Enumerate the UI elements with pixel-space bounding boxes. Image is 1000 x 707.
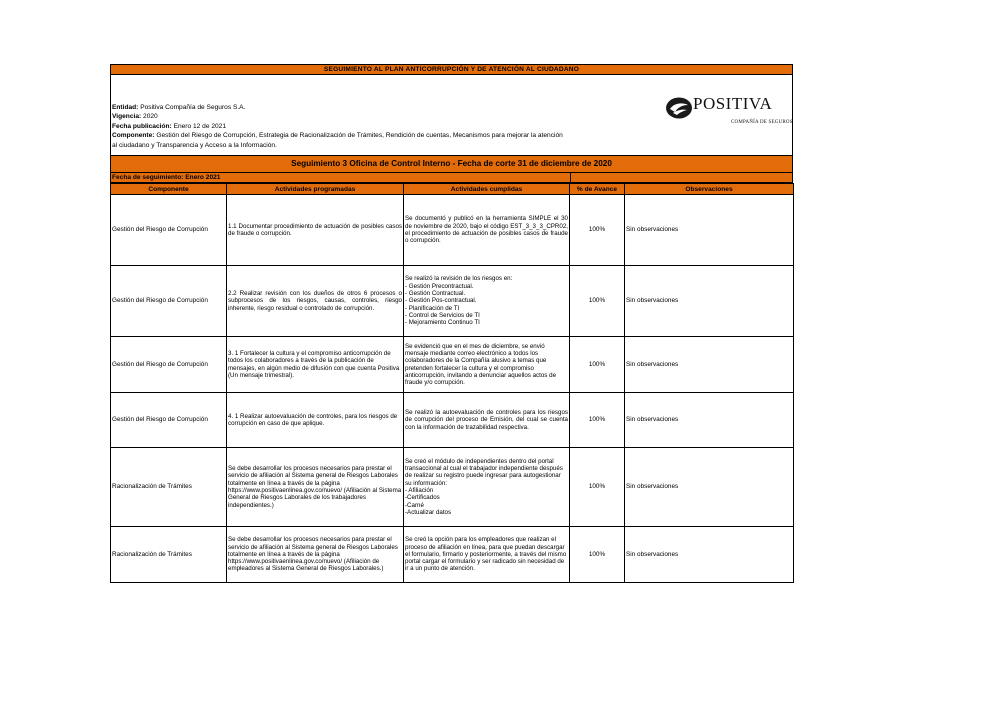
cell-observaciones: Sin observaciones — [625, 337, 794, 393]
cell-componente: Gestión del Riesgo de Corrupción — [111, 393, 227, 448]
col-observaciones: Observaciones — [625, 184, 794, 195]
vigencia-label: Vigencia: — [112, 113, 142, 121]
col-avance: % de Avance — [570, 184, 625, 195]
table-row — [111, 266, 794, 337]
vigencia-value: 2020 — [143, 113, 158, 121]
cell-cumplidas: Se evidenció que en el mes de diciembre, se envió mensaje mediante correo electrónico a todos los colaboradores de la Compañía alusivo a temas que pretenden fortalecer la cultura y el compromiso anticorrupción, invitando a denunciar aquellos actos de fraude y/o corrupción. — [404, 337, 570, 393]
cell-componente: Racionalización de Trámites — [111, 527, 227, 583]
cell-programadas: 2.2 Realizar revisión con los dueños de otros 6 procesos o subprocesos de los riesgos, causas, controles, riesgo inherente, riesgo residual o controlado de corrupción. — [227, 266, 404, 337]
follow-up-text: Fecha de seguimiento: Enero 2021 — [112, 174, 221, 181]
entity-info — [110, 75, 793, 155]
fecha-publicacion-value: Enero 12 de 2021 — [173, 122, 227, 130]
cell-programadas: Se debe desarrollar los procesos necesarios para prestar el servicio de afiliación al Sistema general de Riesgos Laborales totalmente en línea a través de la página https://www.positivaenlinea.gov.co/nuevo/ (Afiliación al Sistema General de Riesgos Laborales de los trabajadores independientes.) — [227, 448, 404, 527]
entidad-label: Entidad: — [112, 104, 139, 111]
table-row — [111, 393, 794, 448]
logo-mark-icon — [665, 96, 693, 120]
cell-avance: 100% — [570, 195, 625, 266]
entity-info-lines — [112, 103, 632, 150]
table-row — [111, 448, 794, 527]
entidad-line — [112, 103, 632, 112]
cell-observaciones: Sin observaciones — [625, 393, 794, 448]
componente-line — [112, 131, 632, 140]
cell-programadas: 1.1 Documentar procedimiento de actuación de posibles casos de fraude o corrupción. — [227, 195, 404, 266]
cell-cumplidas: Se creó la opción para los empleadores que realizan el proceso de afiliación en línea, para que puedan descargar el formulario, firmarlo y posteriormente, a través del mismo portal cargar el formulario y ser radicado sin necesidad de ir a un punto de atención. — [404, 527, 570, 583]
cell-programadas: 3. 1 Fortalecer la cultura y el compromiso anticorrupción de todos los colaboradores a través de la publicación de mensajes, en algún medio de difusión con que cuenta Positiva (Un mensaje trimestral). — [227, 337, 404, 393]
cell-avance: 100% — [570, 266, 625, 337]
tracking-table — [110, 183, 794, 583]
table-row — [111, 527, 794, 583]
cell-componente: Gestión del Riesgo de Corrupción — [111, 195, 227, 266]
cell-programadas: 4. 1 Realizar autoevaluación de controles, para los riesgos de corrupción en caso de que aplique. — [227, 393, 404, 448]
report-banner: SEGUIMIENTO AL PLAN ANTICORRUPCIÓN Y DE ATENCIÓN AL CIUDADANO — [110, 64, 793, 75]
cell-avance: 100% — [570, 527, 625, 583]
cell-observaciones: Sin observaciones — [625, 266, 794, 337]
follow-up-date — [110, 173, 793, 183]
col-componente: Componente — [111, 184, 227, 195]
table-header-row — [111, 184, 794, 195]
report-sheet — [110, 64, 793, 583]
cell-cumplidas: Se realizó la autoevaluación de controles para los riesgos de corrupción del proceso de Emisión, del cual se cuenta con la información de trazabilidad respectiva. — [404, 393, 570, 448]
table-row — [111, 337, 794, 393]
cell-componente: Gestión del Riesgo de Corrupción — [111, 266, 227, 337]
componente-label: Componente: — [112, 132, 155, 140]
col-actividades-cumplidas: Actividades cumplidas — [404, 184, 570, 195]
positiva-logo — [665, 94, 795, 124]
cell-observaciones: Sin observaciones — [625, 195, 794, 266]
fecha-publicacion-line — [112, 122, 632, 131]
logo-subtitle: COMPAÑÍA DE SEGUROS — [731, 120, 793, 125]
cell-cumplidas: Se creó el módulo de independientes dentro del portal transaccional al cual el trabajador independiente después de realizar su registro puede ingresar para autogestionar su información: - Afiliación -Certificados -Carné -Actualizar datos — [404, 448, 570, 527]
cell-componente: Gestión del Riesgo de Corrupción — [111, 337, 227, 393]
cell-avance: 100% — [570, 393, 625, 448]
fecha-publicacion-label: Fecha publicación: — [112, 122, 172, 130]
logo-wordmark: POSITIVA — [693, 94, 773, 113]
follow-up-divider — [570, 173, 571, 182]
cell-cumplidas: Se documentó y publicó en la herramienta SIMPLE el 30 de noviembre de 2020, bajo el código EST_3_3_3_CPR02, el procedimiento de actuación de posibles casos de fraude o corrupción. — [404, 195, 570, 266]
cell-observaciones: Sin observaciones — [625, 448, 794, 527]
componente-value: Gestión del Riesgo de Corrupción, Estrategia de Racionalización de Trámites, Rendición de cuentas, Mecanismos para mejorar la atención — [156, 132, 563, 140]
cell-observaciones: Sin observaciones — [625, 527, 794, 583]
table-row — [111, 195, 794, 266]
cell-programadas: Se debe desarrollar los procesos necesarios para prestar el servicio de afiliación al Sistema general de Riesgos Laborales totalmente en línea a través de la página https://www.positivaenlinea.gov.co/nuevo/ (Afiliación de empleadores al Sistema General de Riesgos Laborales.) — [227, 527, 404, 583]
section-title: Seguimiento 3 Oficina de Control Interno - Fecha de corte 31 de diciembre de 2020 — [110, 155, 793, 173]
col-actividades-programadas: Actividades programadas — [227, 184, 404, 195]
cell-avance: 100% — [570, 337, 625, 393]
cell-componente: Racionalización de Trámites — [111, 448, 227, 527]
vigencia-line — [112, 112, 632, 121]
componente-line-2: al ciudadano y Transparencia y Acceso a la Información. — [112, 141, 277, 149]
cell-cumplidas: Se realizó la revisión de los riesgos en: - Gestión Precontractual. - Gestión Contractual. - Gestión Pos-contractual. - Planificación de TI - Control de Servicios de TI - Mejoramiento Continuo TI — [404, 266, 570, 337]
entidad-value: Positiva Compañía de Seguros S.A. — [140, 104, 246, 111]
cell-avance: 100% — [570, 448, 625, 527]
